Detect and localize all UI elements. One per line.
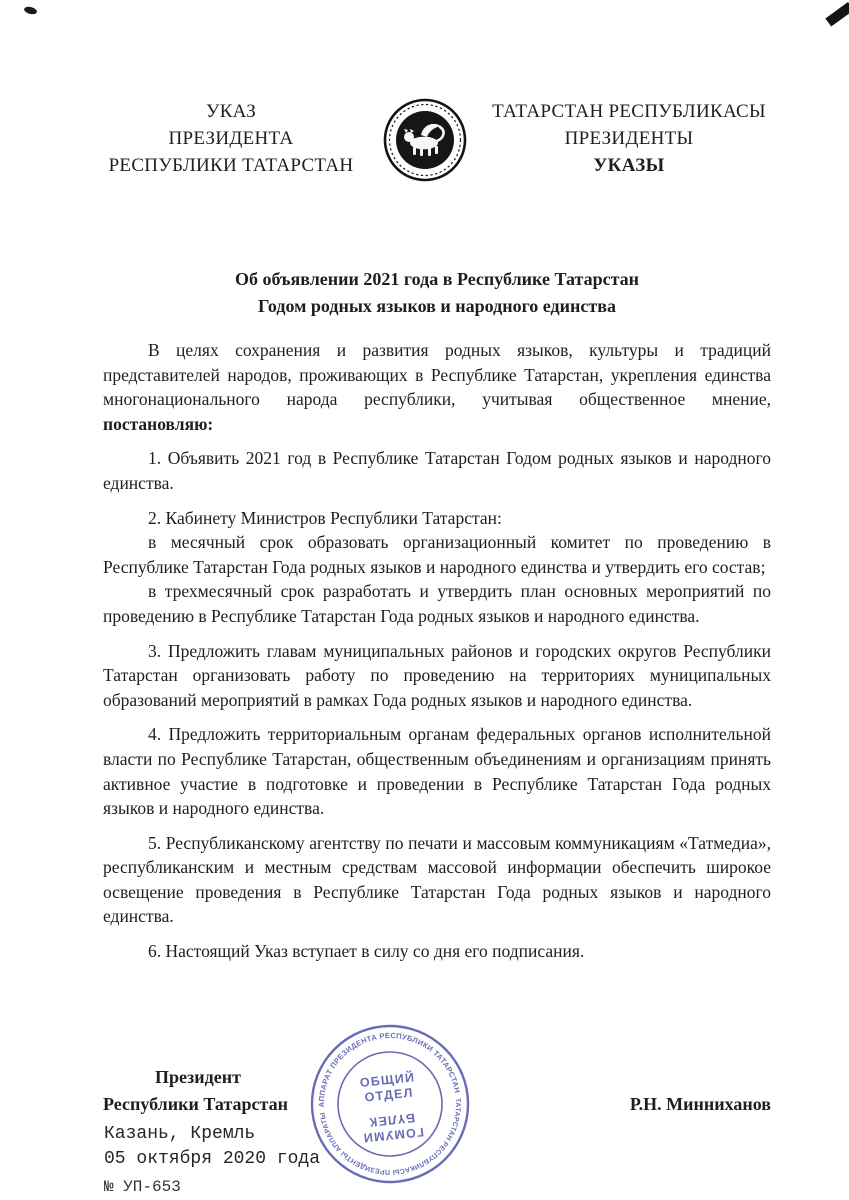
intro-paragraph bbox=[103, 338, 771, 436]
item-1: 1. Объявить 2021 год в Республике Татарстан Годом родных языков и народного единства. bbox=[103, 448, 771, 493]
scan-artifact-icon bbox=[825, 2, 849, 27]
signature-block bbox=[103, 1064, 771, 1118]
header-line: УКАЗЫ bbox=[593, 155, 665, 176]
item-4: 4. Предложить территориальным органам федеральных органов исполнительной власти по Республике Татарстан, общественным объединениям и организациям принять активное участие в подготовке и проведении в Республике Татарстан Года родных языков и народного единства. bbox=[103, 724, 771, 819]
item-3: 3. Предложить главам муниципальных районов и городских округов Республики Татарстан организовать работу по проведению на территориях муниципальных образований мероприятий в рамках Года родных языков и народного единства. bbox=[103, 640, 771, 710]
signer-title-line: Президент bbox=[155, 1067, 241, 1087]
intro-text: В целях сохранения и развития родных языков, культуры и традиций представителей народов, проживающих в Республике Татарстан, укрепления единства многонационального народа республики, учитывая общественное мнение, bbox=[103, 340, 771, 410]
header-line: РЕСПУБЛИКИ ТАТАРСТАН bbox=[108, 155, 354, 176]
scan-artifact-icon bbox=[23, 6, 37, 16]
signer-title bbox=[103, 1064, 288, 1118]
stamp-dept-ru-line1: ОБЩИЙ bbox=[359, 1070, 416, 1090]
stamp-ring-bottom-text: ТАТАРСТАН РЕСПУБЛИКАСЫ ПРЕЗИДЕНТЫ АППАРАТЫ bbox=[319, 1097, 462, 1176]
presidential-emblem-icon bbox=[383, 98, 467, 182]
item-2-sub-2: в трехмесячный срок разработать и утвердить план основных мероприятий по проведению в Республике Татарстан Года родных языков и народного единства. bbox=[103, 581, 771, 626]
signer-name: Р.Н. Минниханов bbox=[629, 1094, 771, 1114]
intro-resolve-word: постановляю: bbox=[103, 413, 214, 434]
header-line: ПРЕЗИДЕНТА bbox=[168, 128, 294, 149]
issue-date: 05 октября 2020 года bbox=[104, 1149, 321, 1169]
header-line: ТАТАРСТАН РЕСПУБЛИКАСЫ bbox=[492, 101, 766, 122]
decree-title bbox=[103, 266, 771, 320]
signer-title-line: Республики Татарстан bbox=[103, 1094, 288, 1114]
decree-body bbox=[103, 338, 771, 964]
issue-details bbox=[104, 1122, 320, 1200]
document-header bbox=[0, 98, 849, 182]
item-2-sub-1: в месячный срок образовать организационный комитет по проведению в Республике Татарстан Года родных языков и народного единства и утвердить его состав; bbox=[103, 532, 771, 577]
header-line: УКАЗ bbox=[205, 101, 257, 122]
title-line: Об объявлении 2021 года в Республике Татарстан bbox=[234, 269, 640, 289]
header-russian-block bbox=[101, 98, 361, 182]
header-tatar-block bbox=[489, 98, 769, 182]
title-line: Годом родных языков и народного единства bbox=[258, 296, 616, 316]
item-5: 5. Республиканскому агентству по печати и массовым коммуникациям «Татмедиа», республиканским и местным средствам массовой информации обеспечить широкое освещение проведения в Республике Татарстан Года родных языков и народного единства. bbox=[103, 832, 771, 927]
stamp-dept-tt-line2: ГОМУМИ bbox=[361, 1124, 425, 1146]
document-number: № УП-653 bbox=[104, 1178, 181, 1196]
stamp-dept-ru-line2: ОТДЕЛ bbox=[363, 1085, 415, 1105]
item-2: 2. Кабинету Министров Республики Татарстан: bbox=[148, 507, 502, 528]
header-line: ПРЕЗИДЕНТЫ bbox=[564, 128, 694, 149]
issue-place: Казань, Кремль bbox=[104, 1124, 256, 1144]
item-6: 6. Настоящий Указ вступает в силу со дня его подписания. bbox=[148, 941, 585, 962]
stamp-dept-tt-line1: БҮЛЕК bbox=[367, 1110, 416, 1130]
stamp-ring-top-text: АППАРАТ ПРЕЗИДЕНТА РЕСПУБЛИКИ ТАТАРСТАН bbox=[316, 1030, 463, 1108]
